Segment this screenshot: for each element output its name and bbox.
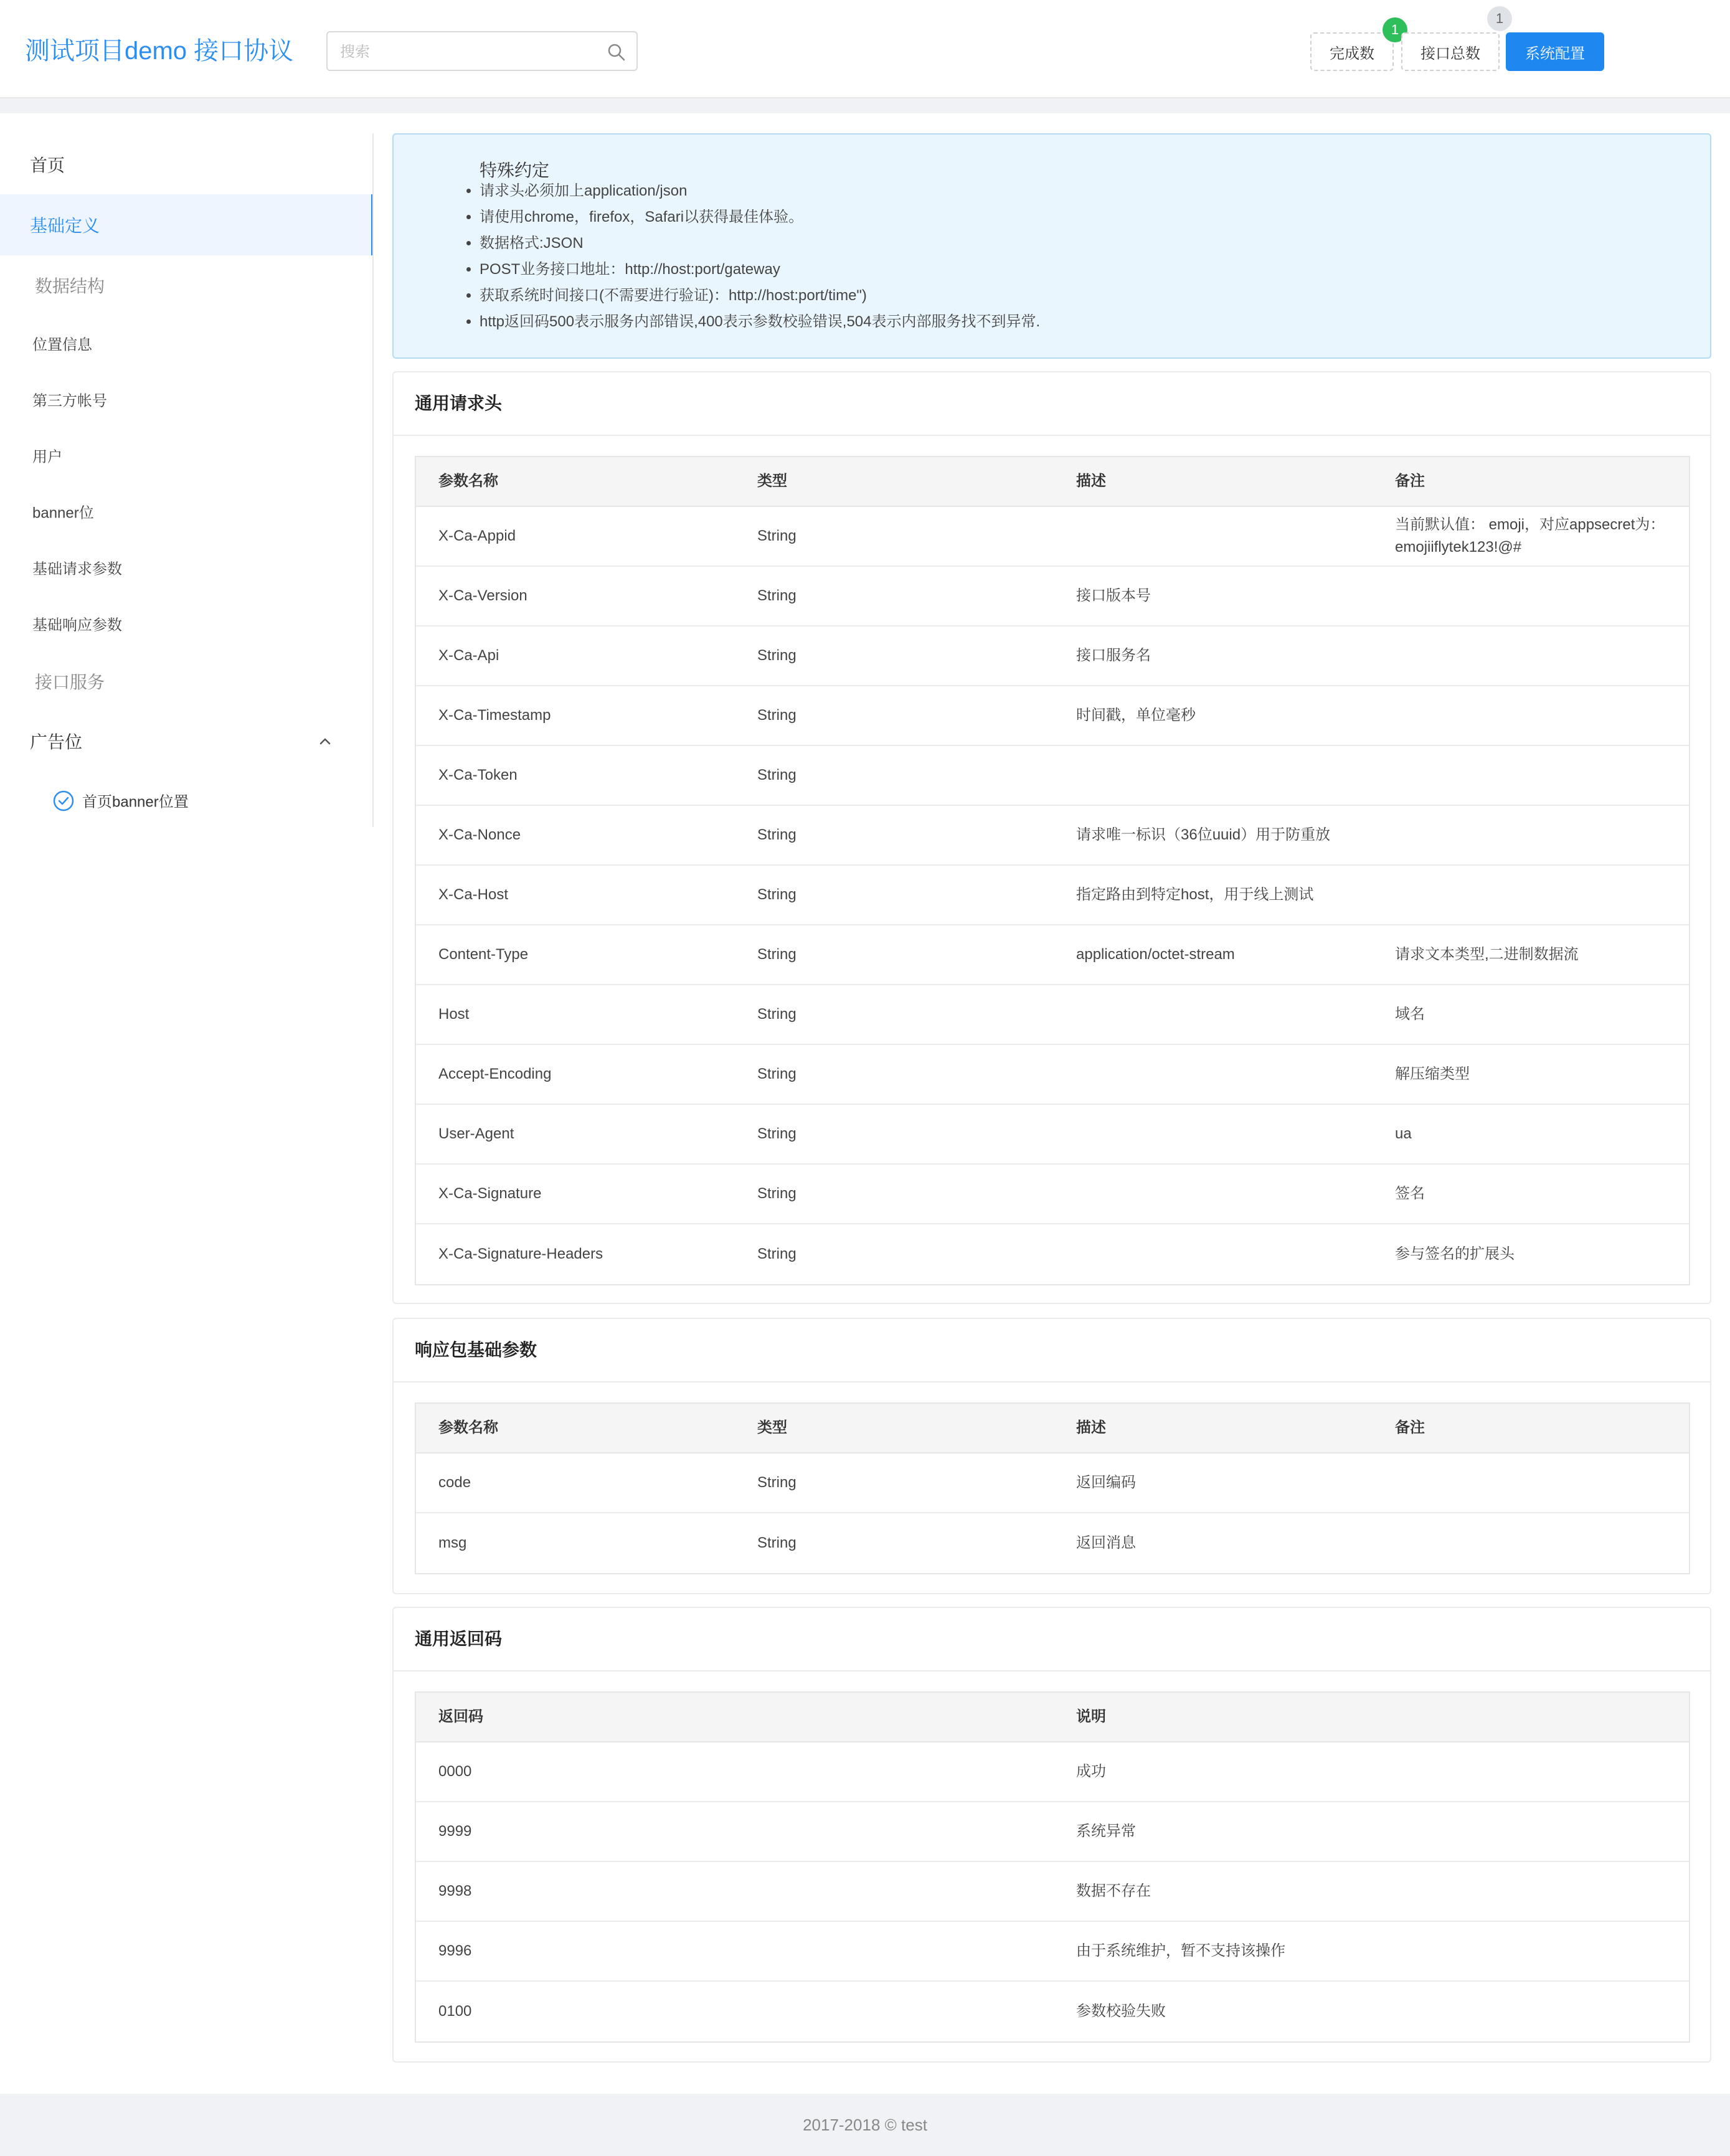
table-cell: 返回消息 [1076, 1534, 1136, 1551]
table-cell: String [757, 826, 796, 843]
search-box[interactable] [326, 31, 638, 71]
sidebar-item-third-party-account[interactable] [0, 371, 374, 427]
notice-item: • 请求头必须加上application/json [480, 178, 1040, 204]
table-header [416, 457, 1689, 507]
table-row [416, 746, 1689, 806]
response-params-table [415, 1402, 1690, 1574]
table-cell: 域名 [1395, 1006, 1425, 1023]
table-cell: String [757, 1125, 796, 1142]
table-cell: Host [438, 1006, 470, 1023]
sidebar-item-basic-request-params[interactable] [0, 539, 374, 595]
special-conventions-notice [392, 133, 1711, 359]
table-cell: String [757, 767, 796, 783]
table-cell: ua [1395, 1125, 1412, 1142]
table-row [416, 567, 1689, 626]
sidebar [0, 113, 374, 830]
table-cell: String [757, 647, 796, 664]
table-cell: 数据不存在 [1076, 1883, 1151, 1899]
table-cell: 0100 [438, 2003, 472, 2020]
app-title[interactable]: 测试项目demo 接口协议 [25, 37, 294, 65]
response-basic-params-card [392, 1318, 1711, 1594]
sidebar-item-label: 接口服务 [35, 673, 105, 692]
total-count-label: 接口总数 [1420, 45, 1480, 62]
sidebar-item-label: 广告位 [30, 732, 83, 752]
copyright-text: 2017-2018 © test [803, 2116, 927, 2134]
table-cell: String [757, 707, 796, 724]
sidebar-item-label: 用户 [32, 448, 62, 466]
footer [0, 2094, 1730, 2156]
table-cell [1076, 1165, 1375, 1223]
table-cell: 参数校验失败 [1076, 2003, 1166, 2020]
table-cell [1076, 1045, 1375, 1104]
column-header: 类型 [757, 1419, 787, 1436]
table-cell: msg [438, 1534, 467, 1551]
table-cell: 接口版本号 [1076, 587, 1151, 604]
section-divider [394, 435, 1710, 436]
top-header [0, 0, 1730, 98]
sidebar-item-banner[interactable] [0, 483, 374, 539]
table-row [416, 507, 1689, 567]
table-cell [1395, 746, 1669, 805]
table-row [416, 1224, 1689, 1284]
notice-item: • 数据格式:JSON [480, 230, 1040, 257]
sidebar-item-label: 数据结构 [35, 277, 105, 296]
column-header: 说明 [1076, 1708, 1106, 1725]
table-cell: Accept-Encoding [438, 1066, 552, 1082]
sidebar-item-basic-response-params[interactable] [0, 595, 374, 651]
table-cell: 时间戳，单位毫秒 [1076, 707, 1196, 724]
table-cell [1395, 686, 1669, 745]
table-cell: application/octet-stream [1076, 946, 1235, 963]
table-row [416, 1922, 1689, 1982]
table-cell: code [438, 1474, 471, 1491]
table-cell: Content-Type [438, 946, 529, 963]
column-header: 参数名称 [438, 1419, 498, 1436]
table-row [416, 686, 1689, 746]
system-config-button[interactable] [1506, 32, 1604, 71]
table-cell: String [757, 1185, 796, 1202]
section-divider [394, 1381, 1710, 1383]
table-cell [1076, 746, 1375, 805]
table-cell: X-Ca-Token [438, 767, 518, 783]
table-row [416, 1045, 1689, 1105]
table-cell: 请求唯一标识（36位uuid）用于防重放 [1076, 826, 1331, 843]
table-cell [1076, 985, 1375, 1044]
notice-list [461, 178, 1040, 335]
table-cell: 9998 [438, 1883, 472, 1899]
table-row [416, 1862, 1689, 1922]
notice-item: • POST业务接口地址：http://host:port/gateway [480, 257, 1040, 283]
table-row [416, 1165, 1689, 1224]
table-cell: 成功 [1076, 1763, 1106, 1780]
table-cell: String [757, 1474, 796, 1491]
notice-title: 特殊约定 [480, 161, 550, 180]
table-cell: 当前默认值： emoji，对应appsecret为：emojiiflytek123!@# [1395, 516, 1665, 556]
sidebar-item-data-structures[interactable] [0, 255, 374, 315]
table-cell [1395, 1454, 1669, 1512]
table-cell: 0000 [438, 1763, 472, 1780]
table-cell: X-Ca-Timestamp [438, 707, 551, 724]
sidebar-item-basic-definitions[interactable] [0, 194, 374, 255]
sidebar-item-home[interactable] [0, 135, 374, 194]
table-cell [1395, 806, 1669, 864]
common-request-headers-card [392, 371, 1711, 1304]
table-cell: String [757, 1246, 796, 1262]
sidebar-item-interface-services[interactable] [0, 651, 374, 711]
sidebar-item-location[interactable] [0, 315, 374, 371]
system-config-label: 系统配置 [1525, 45, 1585, 62]
table-cell [1076, 507, 1375, 565]
table-cell [1395, 567, 1669, 625]
table-row [416, 1105, 1689, 1165]
table-cell: X-Ca-Host [438, 886, 509, 903]
sidebar-divider [372, 133, 374, 827]
table-cell: String [757, 946, 796, 963]
table-cell: 系统异常 [1076, 1823, 1136, 1840]
table-cell: 解压缩类型 [1395, 1066, 1470, 1082]
sidebar-item-label: 位置信息 [32, 336, 92, 354]
done-count-label: 完成数 [1330, 45, 1374, 62]
table-cell: X-Ca-Version [438, 587, 527, 604]
done-count-badge: 1 [1383, 17, 1407, 42]
table-header [416, 1404, 1689, 1454]
search-icon[interactable] [607, 42, 626, 62]
return-codes-table [415, 1691, 1690, 2043]
column-header: 备注 [1395, 473, 1425, 489]
column-header: 类型 [757, 473, 787, 489]
column-header: 返回码 [438, 1708, 483, 1725]
table-cell: 签名 [1395, 1185, 1425, 1202]
table-row [416, 985, 1689, 1045]
table-cell: 由于系统维护，暂不支持该操作 [1076, 1942, 1285, 1959]
table-cell: 返回编码 [1076, 1474, 1136, 1491]
notice-item: • 请使用chrome，firefox，Safari以获得最佳体验。 [480, 204, 1040, 230]
table-cell: 9996 [438, 1942, 472, 1959]
section-title: 通用请求头 [415, 394, 503, 413]
section-title: 响应包基础参数 [415, 1340, 537, 1359]
table-cell: String [757, 1066, 796, 1082]
sidebar-item-ad-slots[interactable] [0, 711, 374, 771]
table-cell: String [757, 1534, 796, 1551]
table-cell: 请求文本类型,二进制数据流 [1395, 946, 1579, 963]
request-headers-table [415, 456, 1690, 1285]
total-count-button[interactable] [1401, 32, 1500, 71]
table-row [416, 1454, 1689, 1513]
table-cell: User-Agent [438, 1125, 514, 1142]
notice-item: • 获取系统时间接口(不需要进行验证)：http://host:port/time") [480, 283, 1040, 309]
table-cell: 指定路由到特定host，用于线上测试 [1076, 886, 1314, 903]
table-row [416, 1513, 1689, 1573]
table-header [416, 1693, 1689, 1742]
table-cell: X-Ca-Appid [438, 527, 516, 544]
sidebar-item-label: 第三方帐号 [32, 392, 107, 410]
chevron-up-icon[interactable] [318, 735, 333, 747]
table-cell [1395, 626, 1669, 685]
header-shadow-band [0, 98, 1730, 113]
sidebar-item-label: 基础响应参数 [32, 617, 122, 634]
table-cell: X-Ca-Api [438, 647, 499, 664]
table-cell: X-Ca-Signature-Headers [438, 1246, 603, 1262]
search-input[interactable] [339, 41, 590, 64]
table-cell: String [757, 1006, 796, 1023]
total-count-badge: 1 [1487, 6, 1512, 31]
table-row [416, 806, 1689, 866]
table-cell [1076, 1105, 1375, 1163]
sidebar-item-label: banner位 [32, 504, 94, 522]
column-header: 描述 [1076, 473, 1106, 489]
sidebar-item-label: 基础请求参数 [32, 560, 122, 578]
table-cell [1395, 866, 1669, 924]
sidebar-item-label: 基础定义 [30, 216, 100, 235]
sidebar-item-home-banner-position[interactable] [0, 771, 374, 830]
table-row [416, 626, 1689, 686]
table-row [416, 925, 1689, 985]
check-circle-icon [52, 790, 75, 812]
table-cell [1076, 1224, 1375, 1284]
column-header: 备注 [1395, 1419, 1425, 1436]
section-divider [394, 1670, 1710, 1671]
table-cell: String [757, 527, 796, 544]
table-cell: 参与签名的扩展头 [1395, 1246, 1515, 1262]
table-cell: 接口服务名 [1076, 647, 1151, 664]
table-cell: String [757, 886, 796, 903]
table-row [416, 866, 1689, 925]
sidebar-item-label: 首页 [30, 156, 65, 175]
section-title: 通用返回码 [415, 1629, 503, 1648]
column-header: 参数名称 [438, 473, 498, 489]
table-cell: String [757, 587, 796, 604]
sidebar-item-label: 首页banner位置 [82, 793, 189, 811]
notice-item: • http返回码500表示服务内部错误,400表示参数校验错误,504表示内部服务找不到异常. [480, 309, 1040, 335]
table-row [416, 1742, 1689, 1802]
table-cell: 9999 [438, 1823, 472, 1840]
table-cell: X-Ca-Signature [438, 1185, 542, 1202]
table-cell [1395, 1513, 1669, 1573]
common-return-codes-card [392, 1607, 1711, 2063]
sidebar-item-user[interactable] [0, 427, 374, 483]
table-cell: X-Ca-Nonce [438, 826, 521, 843]
column-header: 描述 [1076, 1419, 1106, 1436]
done-count-button[interactable] [1310, 32, 1394, 71]
table-row [416, 1982, 1689, 2041]
table-row [416, 1802, 1689, 1862]
